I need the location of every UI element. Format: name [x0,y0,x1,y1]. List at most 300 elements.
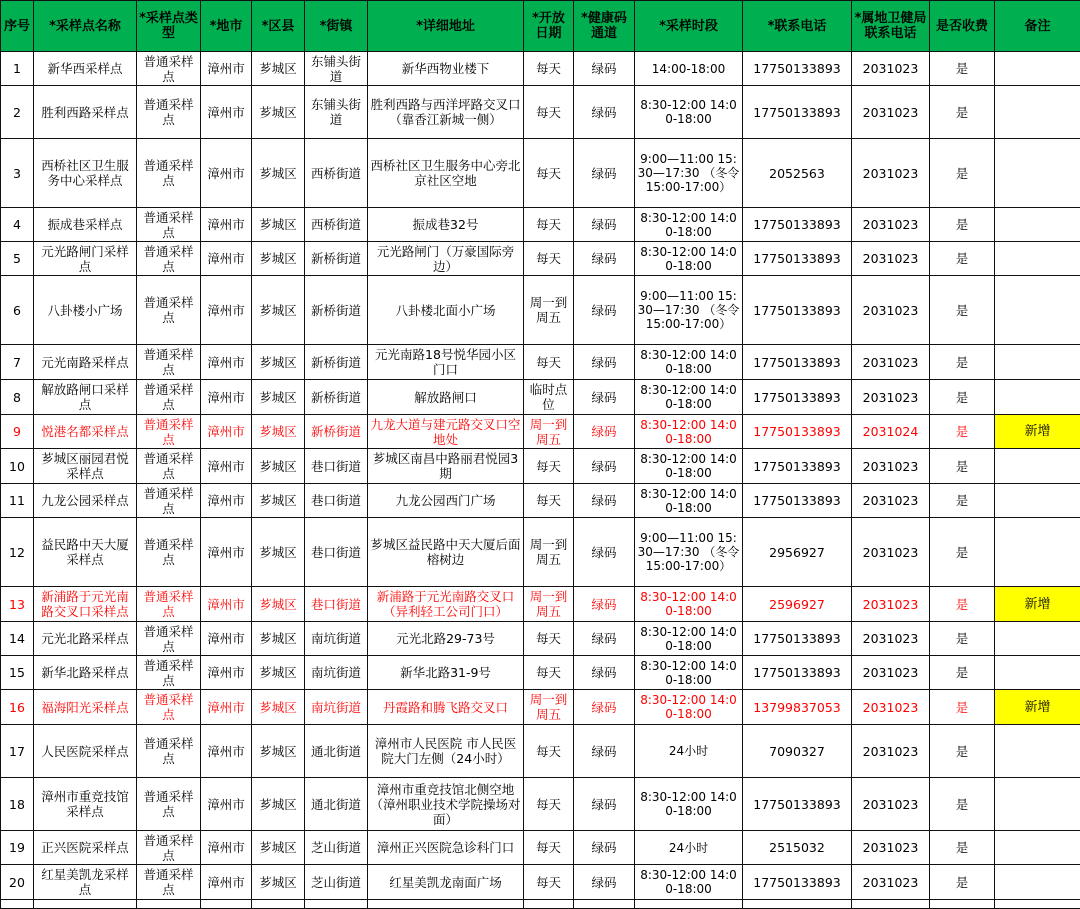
cell [252,900,305,909]
district: 芗城区 [252,52,305,86]
time-slot: 9:00—11:00 15:30—17:30 （冬令15:00-17:00） [635,139,743,208]
address: 新华北路31-9号 [368,656,524,690]
contact-phone: 17750133893 [743,656,852,690]
contact-phone: 17750133893 [743,484,852,518]
street: 新桥街道 [305,242,368,276]
site-name: 元光北路采样点 [34,622,137,656]
row-number: 11 [1,484,34,518]
open-date: 每天 [524,622,574,656]
contact-phone: 17750133893 [743,865,852,900]
street: 芝山街道 [305,831,368,865]
remark [995,865,1080,900]
table-row [1,484,1080,518]
contact-phone: 17750133893 [743,415,852,449]
cell [305,900,368,909]
district: 芗城区 [252,656,305,690]
site-name: 元光南路采样点 [34,345,137,380]
health-code: 绿码 [574,484,635,518]
row-number: 18 [1,778,34,831]
street: 西桥街道 [305,139,368,208]
column-header: *采样点类型 [137,1,201,52]
district: 芗城区 [252,865,305,900]
local-health-phone: 2031023 [852,380,930,415]
contact-phone: 2515032 [743,831,852,865]
city: 漳州市 [201,449,252,484]
site-type: 普通采样点 [137,52,201,86]
cell [635,900,743,909]
site-type: 普通采样点 [137,865,201,900]
city: 漳州市 [201,484,252,518]
remark: 新增 [995,587,1080,622]
site-type: 普通采样点 [137,656,201,690]
site-name: 新华北路采样点 [34,656,137,690]
address: 胜利西路与西洋坪路交叉口（靠香江新城一侧） [368,86,524,139]
row-number: 14 [1,622,34,656]
contact-phone: 17750133893 [743,345,852,380]
address: 新华西物业楼下 [368,52,524,86]
health-code: 绿码 [574,52,635,86]
site-type: 普通采样点 [137,276,201,345]
open-date: 每天 [524,484,574,518]
charge-flag: 是 [930,242,995,276]
table-row [1,449,1080,484]
site-type: 普通采样点 [137,725,201,778]
time-slot: 8:30-12:00 14:00-18:00 [635,380,743,415]
city: 漳州市 [201,276,252,345]
health-code: 绿码 [574,690,635,725]
health-code: 绿码 [574,345,635,380]
cell [201,900,252,909]
charge-flag: 是 [930,415,995,449]
row-number: 15 [1,656,34,690]
table-row [1,518,1080,587]
table-row [1,690,1080,725]
cell [34,900,137,909]
district: 芗城区 [252,518,305,587]
table-row [1,865,1080,900]
city: 漳州市 [201,415,252,449]
site-name: 九龙公园采样点 [34,484,137,518]
row-number: 3 [1,139,34,208]
time-slot: 8:30-12:00 14:00-18:00 [635,622,743,656]
time-slot: 8:30-12:00 14:00-18:00 [635,86,743,139]
charge-flag: 是 [930,656,995,690]
local-health-phone: 2031023 [852,831,930,865]
remark [995,656,1080,690]
cell [1,900,34,909]
health-code: 绿码 [574,518,635,587]
address: 元光路闸门（万豪国际旁边） [368,242,524,276]
city: 漳州市 [201,139,252,208]
remark [995,52,1080,86]
local-health-phone: 2031023 [852,345,930,380]
address: 漳州市重竞技馆北侧空地（漳州职业技术学院操场对面） [368,778,524,831]
local-health-phone: 2031023 [852,622,930,656]
address: 九龙公园西门广场 [368,484,524,518]
table-body [1,52,1080,909]
column-header: 是否收费 [930,1,995,52]
local-health-phone: 2031023 [852,86,930,139]
site-name: 新浦路于元光南路交叉口采样点 [34,587,137,622]
contact-phone: 17750133893 [743,86,852,139]
remark [995,725,1080,778]
cell [995,900,1080,909]
site-name: 八卦楼小广场 [34,276,137,345]
street: 新桥街道 [305,276,368,345]
local-health-phone: 2031023 [852,587,930,622]
charge-flag: 是 [930,139,995,208]
street: 西桥街道 [305,208,368,242]
time-slot: 8:30-12:00 14:00-18:00 [635,415,743,449]
time-slot: 8:30-12:00 14:00-18:00 [635,690,743,725]
charge-flag: 是 [930,345,995,380]
contact-phone: 2596927 [743,587,852,622]
remark: 新增 [995,415,1080,449]
city: 漳州市 [201,831,252,865]
address: 丹霞路和腾飞路交叉口 [368,690,524,725]
open-date: 每天 [524,86,574,139]
table-row-partial [1,900,1080,909]
remark [995,380,1080,415]
charge-flag: 是 [930,690,995,725]
time-slot: 8:30-12:00 14:00-18:00 [635,778,743,831]
row-number: 16 [1,690,34,725]
site-name: 新华西采样点 [34,52,137,86]
open-date: 周一到周五 [524,518,574,587]
address: 九龙大道与建元路交叉口空地处 [368,415,524,449]
table-row [1,345,1080,380]
row-number: 1 [1,52,34,86]
charge-flag: 是 [930,622,995,656]
row-number: 4 [1,208,34,242]
column-header: *采样点名称 [34,1,137,52]
charge-flag: 是 [930,484,995,518]
row-number: 20 [1,865,34,900]
column-header: 序号 [1,1,34,52]
local-health-phone: 2031023 [852,276,930,345]
district: 芗城区 [252,484,305,518]
health-code: 绿码 [574,276,635,345]
street: 巷口街道 [305,518,368,587]
site-name: 漳州市重竞技馆采样点 [34,778,137,831]
remark [995,345,1080,380]
district: 芗城区 [252,622,305,656]
local-health-phone: 2031023 [852,242,930,276]
contact-phone: 2956927 [743,518,852,587]
city: 漳州市 [201,690,252,725]
site-name: 芗城区丽园君悦采样点 [34,449,137,484]
column-header: *属地卫健局联系电话 [852,1,930,52]
site-type: 普通采样点 [137,139,201,208]
site-type: 普通采样点 [137,242,201,276]
header-row [1,1,1080,52]
site-name: 福海阳光采样点 [34,690,137,725]
local-health-phone: 2031023 [852,518,930,587]
street: 新桥街道 [305,345,368,380]
local-health-phone: 2031023 [852,52,930,86]
charge-flag: 是 [930,778,995,831]
contact-phone: 17750133893 [743,208,852,242]
district: 芗城区 [252,778,305,831]
open-date: 每天 [524,656,574,690]
column-header: *采样时段 [635,1,743,52]
row-number: 12 [1,518,34,587]
charge-flag: 是 [930,449,995,484]
charge-flag: 是 [930,380,995,415]
site-name: 西桥社区卫生服务中心采样点 [34,139,137,208]
row-number: 19 [1,831,34,865]
time-slot: 9:00—11:00 15:30—17:30 （冬令15:00-17:00） [635,518,743,587]
time-slot: 14:00-18:00 [635,52,743,86]
site-type: 普通采样点 [137,380,201,415]
street: 东铺头街道 [305,52,368,86]
city: 漳州市 [201,86,252,139]
address: 振成巷32号 [368,208,524,242]
cell [930,900,995,909]
charge-flag: 是 [930,587,995,622]
time-slot: 9:00—11:00 15:30—17:30 （冬令15:00-17:00） [635,276,743,345]
remark [995,139,1080,208]
district: 芗城区 [252,449,305,484]
contact-phone: 17750133893 [743,622,852,656]
health-code: 绿码 [574,831,635,865]
site-type: 普通采样点 [137,778,201,831]
time-slot: 24小时 [635,831,743,865]
local-health-phone: 2031023 [852,208,930,242]
district: 芗城区 [252,86,305,139]
open-date: 每天 [524,865,574,900]
health-code: 绿码 [574,242,635,276]
column-header: 备注 [995,1,1080,52]
table-row [1,587,1080,622]
site-name: 红星美凯龙采样点 [34,865,137,900]
street: 巷口街道 [305,484,368,518]
charge-flag: 是 [930,86,995,139]
street: 芝山街道 [305,865,368,900]
row-number: 10 [1,449,34,484]
row-number: 13 [1,587,34,622]
district: 芗城区 [252,725,305,778]
health-code: 绿码 [574,449,635,484]
charge-flag: 是 [930,518,995,587]
site-type: 普通采样点 [137,415,201,449]
address: 漳州市人民医院 市人民医院大门左侧（24小时） [368,725,524,778]
remark [995,622,1080,656]
remark [995,831,1080,865]
time-slot: 8:30-12:00 14:00-18:00 [635,865,743,900]
time-slot: 8:30-12:00 14:00-18:00 [635,242,743,276]
time-slot: 8:30-12:00 14:00-18:00 [635,484,743,518]
site-type: 普通采样点 [137,208,201,242]
table-row [1,725,1080,778]
time-slot: 8:30-12:00 14:00-18:00 [635,345,743,380]
address: 解放路闸口 [368,380,524,415]
city: 漳州市 [201,622,252,656]
charge-flag: 是 [930,725,995,778]
row-number: 9 [1,415,34,449]
site-type: 普通采样点 [137,518,201,587]
street: 东铺头街道 [305,86,368,139]
site-type: 普通采样点 [137,622,201,656]
table-header [1,1,1080,52]
local-health-phone: 2031023 [852,865,930,900]
site-name: 益民路中天大厦采样点 [34,518,137,587]
site-type: 普通采样点 [137,86,201,139]
site-name: 胜利西路采样点 [34,86,137,139]
remark [995,276,1080,345]
address: 元光南路18号悦华园小区门口 [368,345,524,380]
city: 漳州市 [201,208,252,242]
table-row [1,86,1080,139]
health-code: 绿码 [574,86,635,139]
health-code: 绿码 [574,725,635,778]
time-slot: 24小时 [635,725,743,778]
table-row [1,622,1080,656]
district: 芗城区 [252,587,305,622]
contact-phone: 17750133893 [743,52,852,86]
city: 漳州市 [201,656,252,690]
open-date: 每天 [524,242,574,276]
charge-flag: 是 [930,52,995,86]
city: 漳州市 [201,242,252,276]
time-slot: 8:30-12:00 14:00-18:00 [635,587,743,622]
open-date: 每天 [524,52,574,86]
site-name: 正兴医院采样点 [34,831,137,865]
district: 芗城区 [252,345,305,380]
charge-flag: 是 [930,865,995,900]
local-health-phone: 2031023 [852,656,930,690]
city: 漳州市 [201,725,252,778]
health-code: 绿码 [574,380,635,415]
table-row [1,656,1080,690]
time-slot: 8:30-12:00 14:00-18:00 [635,208,743,242]
local-health-phone: 2031023 [852,778,930,831]
health-code: 绿码 [574,415,635,449]
address: 芗城区益民路中天大厦后面榕树边 [368,518,524,587]
open-date: 每天 [524,345,574,380]
street: 新桥街道 [305,380,368,415]
cell [137,900,201,909]
remark [995,484,1080,518]
health-code: 绿码 [574,865,635,900]
remark [995,778,1080,831]
district: 芗城区 [252,415,305,449]
street: 南坑街道 [305,622,368,656]
city: 漳州市 [201,587,252,622]
open-date: 每天 [524,449,574,484]
street: 通北街道 [305,725,368,778]
cell [524,900,574,909]
open-date: 每天 [524,725,574,778]
street: 新桥街道 [305,415,368,449]
row-number: 2 [1,86,34,139]
open-date: 周一到周五 [524,276,574,345]
district: 芗城区 [252,276,305,345]
local-health-phone: 2031023 [852,449,930,484]
site-name: 振成巷采样点 [34,208,137,242]
site-type: 普通采样点 [137,484,201,518]
health-code: 绿码 [574,139,635,208]
open-date: 周一到周五 [524,415,574,449]
row-number: 8 [1,380,34,415]
cell [368,900,524,909]
charge-flag: 是 [930,208,995,242]
address: 八卦楼北面小广场 [368,276,524,345]
open-date: 临时点位 [524,380,574,415]
health-code: 绿码 [574,587,635,622]
contact-phone: 13799837053 [743,690,852,725]
contact-phone: 7090327 [743,725,852,778]
site-name: 元光路闸门采样点 [34,242,137,276]
contact-phone: 17750133893 [743,778,852,831]
column-header: *地市 [201,1,252,52]
district: 芗城区 [252,690,305,725]
site-type: 普通采样点 [137,587,201,622]
remark [995,208,1080,242]
column-header: *联系电话 [743,1,852,52]
site-type: 普通采样点 [137,345,201,380]
health-code: 绿码 [574,622,635,656]
table-row [1,778,1080,831]
health-code: 绿码 [574,208,635,242]
contact-phone: 17750133893 [743,276,852,345]
time-slot: 8:30-12:00 14:00-18:00 [635,449,743,484]
district: 芗城区 [252,380,305,415]
row-number: 17 [1,725,34,778]
site-name: 悦港名都采样点 [34,415,137,449]
open-date: 周一到周五 [524,587,574,622]
open-date: 每天 [524,208,574,242]
district: 芗城区 [252,831,305,865]
address: 新浦路于元光南路交叉口（异利轻工公司门口） [368,587,524,622]
time-slot: 8:30-12:00 14:00-18:00 [635,656,743,690]
district: 芗城区 [252,139,305,208]
row-number: 5 [1,242,34,276]
local-health-phone: 2031023 [852,725,930,778]
cell [574,900,635,909]
column-header: *街镇 [305,1,368,52]
address: 漳州正兴医院急诊科门口 [368,831,524,865]
site-name: 解放路闸口采样点 [34,380,137,415]
city: 漳州市 [201,518,252,587]
remark: 新增 [995,690,1080,725]
row-number: 6 [1,276,34,345]
open-date: 每天 [524,778,574,831]
column-header: *详细地址 [368,1,524,52]
contact-phone: 17750133893 [743,449,852,484]
street: 巷口街道 [305,449,368,484]
table-row [1,208,1080,242]
table-row [1,831,1080,865]
address: 西桥社区卫生服务中心旁北京社区空地 [368,139,524,208]
column-header: *健康码通道 [574,1,635,52]
street: 南坑街道 [305,656,368,690]
health-code: 绿码 [574,778,635,831]
city: 漳州市 [201,380,252,415]
local-health-phone: 2031024 [852,415,930,449]
street: 巷口街道 [305,587,368,622]
row-number: 7 [1,345,34,380]
city: 漳州市 [201,865,252,900]
remark [995,449,1080,484]
contact-phone: 17750133893 [743,380,852,415]
street: 通北街道 [305,778,368,831]
remark [995,518,1080,587]
table-row [1,415,1080,449]
city: 漳州市 [201,52,252,86]
city: 漳州市 [201,345,252,380]
district: 芗城区 [252,208,305,242]
